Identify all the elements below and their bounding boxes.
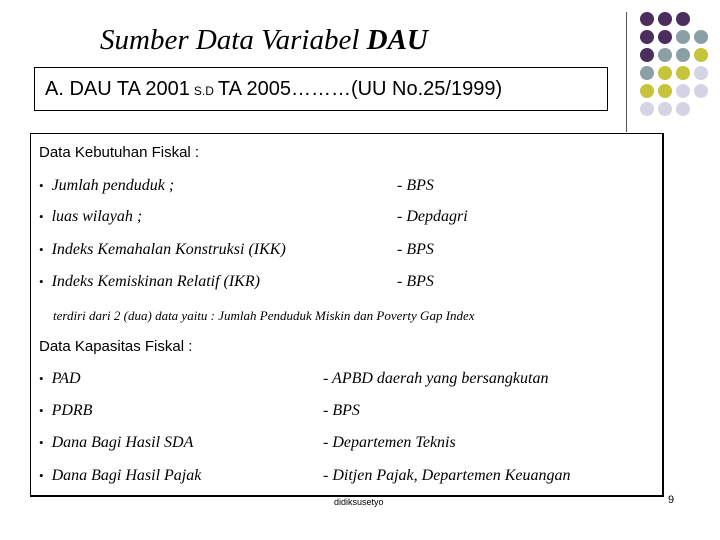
- fiscal-capacity-source: - Ditjen Pajak, Departemen Keuangan: [323, 467, 571, 484]
- bullet-icon: •: [39, 242, 44, 257]
- fiscal-capacity-label: Dana Bagi Hasil Pajak: [51, 467, 202, 484]
- list-item: [39, 402, 92, 420]
- dot: [640, 48, 654, 62]
- dot: [676, 84, 690, 98]
- bullet-icon: •: [39, 178, 44, 193]
- dot: [658, 102, 672, 116]
- dot: [676, 12, 690, 26]
- fiscal-need-source: - BPS: [397, 241, 434, 258]
- fiscal-capacity-source: - Departemen Teknis: [323, 434, 456, 451]
- dot: [640, 84, 654, 98]
- dot: [694, 84, 708, 98]
- list-item: [39, 434, 193, 452]
- fiscal-need-label: Indeks Kemiskinan Relatif (IKR): [51, 273, 260, 290]
- subtitle-box: [34, 67, 608, 111]
- dot: [676, 66, 690, 80]
- dot: [640, 66, 654, 80]
- decorative-divider: [626, 12, 627, 132]
- list-item: [39, 177, 174, 195]
- list-item: [39, 241, 286, 259]
- dot: [640, 102, 654, 116]
- list-item: [39, 467, 201, 485]
- fiscal-capacity-label: Dana Bagi Hasil SDA: [51, 434, 194, 451]
- slide-title-emphasis: DAU: [366, 24, 428, 56]
- dot: [640, 12, 654, 26]
- dot: [676, 102, 690, 116]
- bullet-icon: •: [39, 371, 44, 386]
- list-item: [39, 208, 142, 226]
- bullet-icon: •: [39, 468, 44, 483]
- ikr-note: terdiri dari 2 (dua) data yaitu : Jumlah Penduduk Miskin dan Poverty Gap Index: [53, 308, 475, 323]
- fiscal-need-source: - Depdagri: [397, 208, 468, 225]
- bullet-icon: •: [39, 274, 44, 289]
- fiscal-need-label: luas wilayah ;: [51, 208, 143, 225]
- subtitle-part1: A. DAU TA 2001: [45, 77, 190, 100]
- dot: [676, 48, 690, 62]
- footer-author: didiksusetyo: [334, 497, 384, 507]
- fiscal-need-heading: Data Kebutuhan Fiskal :: [39, 144, 200, 161]
- bullet-icon: •: [39, 403, 44, 418]
- fiscal-need-source: - BPS: [397, 177, 434, 194]
- subtitle-small: S.D: [193, 84, 214, 98]
- fiscal-capacity-source: - APBD daerah yang bersangkutan: [323, 370, 549, 387]
- content-box: [30, 133, 664, 497]
- slide-title: [100, 24, 428, 57]
- dot: [658, 48, 672, 62]
- fiscal-need-label: Jumlah penduduk ;: [51, 177, 175, 194]
- dot: [658, 84, 672, 98]
- fiscal-capacity-source: - BPS: [323, 402, 360, 419]
- dot: [694, 30, 708, 44]
- page-number: 9: [668, 494, 675, 506]
- dot: [694, 66, 708, 80]
- list-item: [39, 273, 260, 291]
- fiscal-capacity-label: PDRB: [51, 402, 93, 419]
- fiscal-capacity-heading: Data Kapasitas Fiskal :: [39, 338, 193, 355]
- fiscal-need-source: - BPS: [397, 273, 434, 290]
- dot: [658, 66, 672, 80]
- dot: [658, 12, 672, 26]
- fiscal-need-label: Indeks Kemahalan Konstruksi (IKK): [51, 241, 286, 258]
- subtitle-part2: TA 2005………(UU No.25/1999): [217, 77, 503, 100]
- bullet-icon: •: [39, 209, 44, 224]
- fiscal-capacity-label: PAD: [51, 370, 81, 387]
- slide-title-main: Sumber Data Variabel: [100, 24, 360, 56]
- dot: [640, 30, 654, 44]
- dot: [694, 48, 708, 62]
- list-item: [39, 370, 81, 388]
- dot: [676, 30, 690, 44]
- dot: [658, 30, 672, 44]
- bullet-icon: •: [39, 435, 44, 450]
